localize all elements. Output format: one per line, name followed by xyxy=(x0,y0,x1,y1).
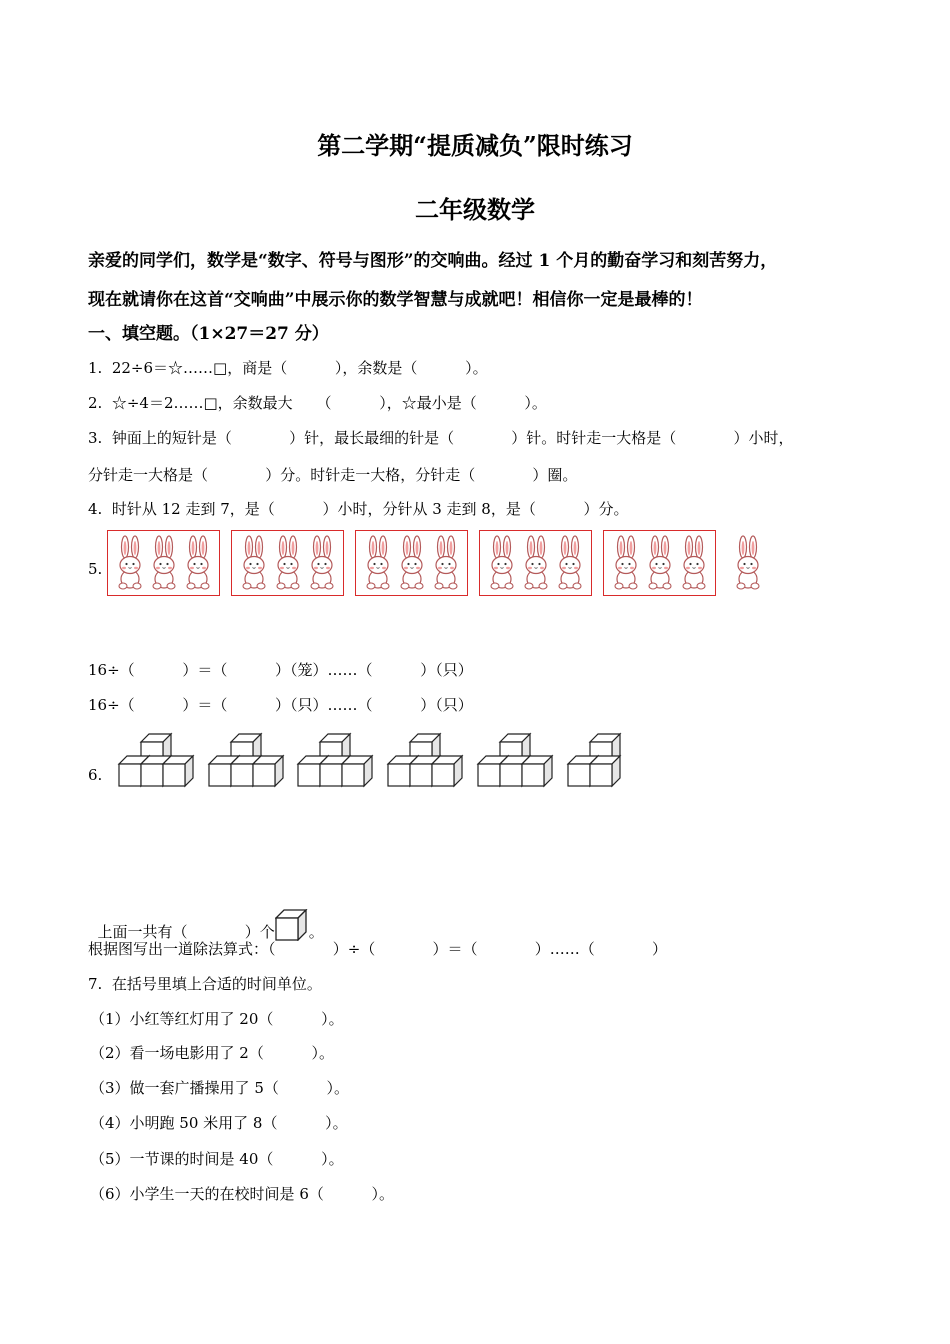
rabbit-icon xyxy=(308,535,336,595)
question-1: 1. 22÷6＝☆……□，商是（ ），余数是（ ）。 xyxy=(88,359,488,377)
rabbit-icon xyxy=(398,535,426,595)
question-7-item-1: （1）小红等红灯用了 20（ ）。 xyxy=(90,1010,344,1028)
rabbit-icon xyxy=(364,535,392,595)
question-4: 4. 时针从 12 走到 7，是（ ）小时，分针从 3 走到 8，是（ ）分。 xyxy=(88,500,629,518)
question-3-line-1: 3. 钟面上的短针是（ ）针，最长最细的针是（ ）针。时针走一大格是（ ）小时， xyxy=(88,429,794,447)
rabbit-icon xyxy=(734,535,762,595)
rabbit-icon xyxy=(646,535,674,595)
cube-block-group xyxy=(386,730,472,794)
rabbit-icon xyxy=(274,535,302,595)
question-7-heading: 7. 在括号里填上合适的时间单位。 xyxy=(88,975,322,993)
cube-block-group xyxy=(117,730,203,794)
question-6-total xyxy=(88,891,324,942)
question-6-number: 6. xyxy=(88,766,103,784)
intro-line-1: 亲爱的同学们，数学是“数字、符号与图形”的交响曲。经过 1 个月的勤奋学习和刻苦努力， xyxy=(88,251,778,271)
question-6-division: 根据图写出一道除法算式：（ ）÷（ ）＝（ ）……（ ） xyxy=(88,940,667,958)
cube-block-group xyxy=(296,730,382,794)
rabbit-icon xyxy=(432,535,460,595)
page-title: 第二学期“提质减负”限时练习 xyxy=(317,131,633,160)
question-2: 2. ☆÷4＝2……□，余数最大 （ ），☆最小是（ ）。 xyxy=(88,394,547,412)
rabbit-icon xyxy=(184,535,212,595)
section-heading: 一、填空题。（1×27＝27 分） xyxy=(88,324,329,344)
rabbit-icon xyxy=(680,535,708,595)
question-3-line-2: 分针走一大格是（ ）分。时针走一大格，分针走（ ）圈。 xyxy=(88,466,578,484)
question-5-equation-1: 16÷（ ）＝（ ）（笼）……（ ）（只） xyxy=(88,661,473,679)
question-7-item-4: （4）小明跑 50 米用了 8（ ）。 xyxy=(90,1114,348,1132)
question-7-item-3: （3）做一套广播操用了 5（ ）。 xyxy=(90,1079,350,1097)
intro-line-2: 现在就请你在这首“交响曲”中展示你的数学智慧与成就吧！相信你一定是最棒的！ xyxy=(88,290,703,310)
rabbit-icon xyxy=(522,535,550,595)
cube-block-group xyxy=(207,730,293,794)
rabbit-icon xyxy=(150,535,178,595)
rabbit-icon xyxy=(556,535,584,595)
cube-block-group xyxy=(476,730,562,794)
question-6-total-text: 上面一共有（ ）个 xyxy=(97,923,275,941)
rabbit-icon xyxy=(240,535,268,595)
question-7-item-5: （5）一节课的时间是 40（ ）。 xyxy=(90,1150,344,1168)
page-subtitle: 二年级数学 xyxy=(415,195,535,224)
cube-block-group xyxy=(566,730,652,794)
rabbit-icon xyxy=(116,535,144,595)
rabbit-icon xyxy=(488,535,516,595)
question-5-equation-2: 16÷（ ）＝（ ）（只）……（ ）（只） xyxy=(88,696,473,714)
question-7-item-6: （6）小学生一天的在校时间是 6（ ）。 xyxy=(90,1185,395,1203)
question-6-total-end: 。 xyxy=(308,923,324,941)
rabbit-icon xyxy=(612,535,640,595)
question-7-item-2: （2）看一场电影用了 2（ ）。 xyxy=(90,1044,335,1062)
question-5-number: 5. xyxy=(88,560,103,578)
cube-icon xyxy=(275,909,309,941)
